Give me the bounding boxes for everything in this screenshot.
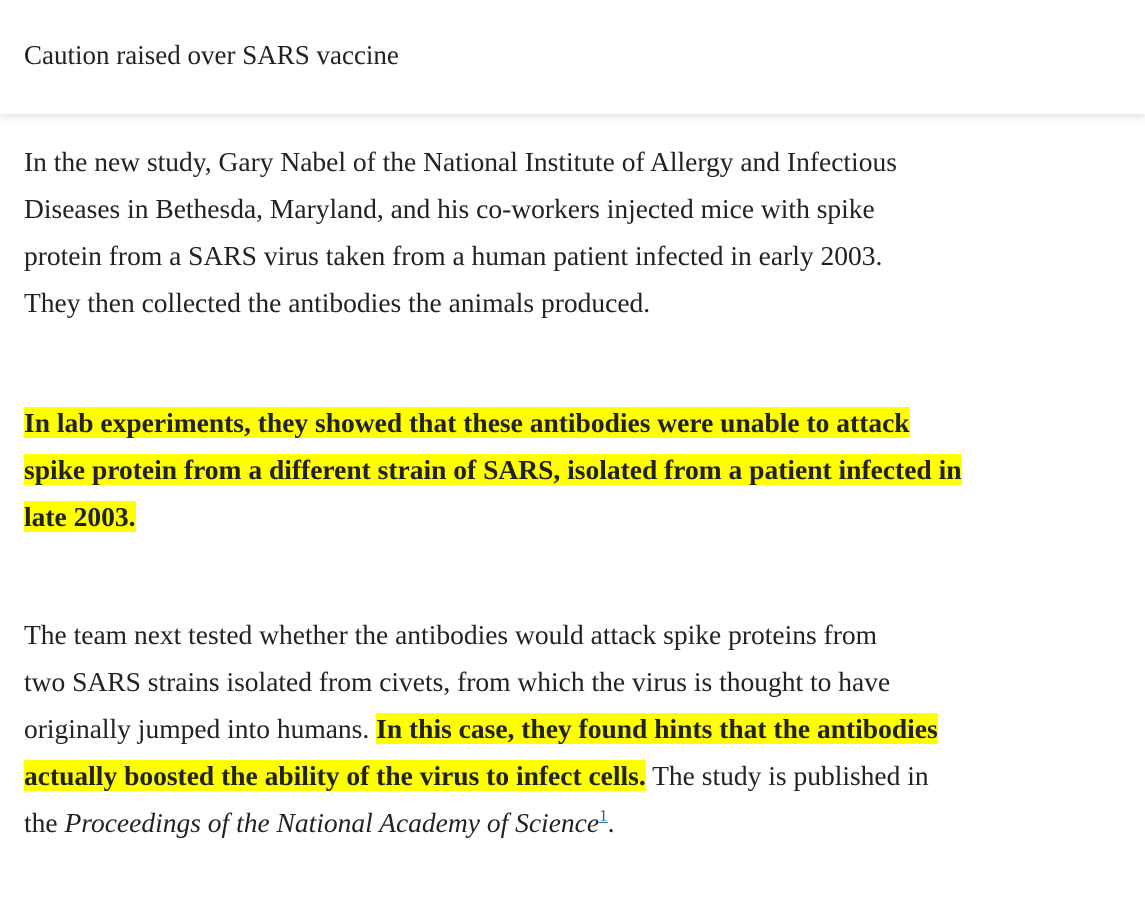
highlighted-text: In lab experiments, they showed that these antibodies were unable to attack: [24, 407, 910, 438]
paragraph-3-text: .: [607, 807, 615, 838]
highlighted-text: In this case, they found hints that the antibodies: [376, 713, 938, 744]
paragraph-1-line: protein from a SARS virus taken from a human patient infected in early 2003.: [24, 240, 883, 271]
paragraph-3-text: the: [24, 807, 65, 838]
header-title: Caution raised over SARS vaccine: [24, 40, 399, 70]
highlighted-text: spike protein from a different strain of SARS, isolated from a patient infected in: [24, 454, 962, 485]
paragraph-1-line: Diseases in Bethesda, Maryland, and his co-workers injected mice with spike: [24, 193, 875, 224]
footnote-ref: [599, 801, 608, 826]
paragraph-3-line: two SARS strains isolated from civets, from which the virus is thought to have: [24, 666, 891, 697]
article-header: [0, 0, 1145, 114]
paragraph-1-line: In the new study, Gary Nabel of the National Institute of Allergy and Infectious: [24, 146, 897, 177]
paragraph-3: [24, 611, 938, 846]
paragraph-3-line: The team next tested whether the antibodies would attack spike proteins from: [24, 619, 878, 650]
paragraph-1-line: They then collected the antibodies the animals produced.: [24, 287, 651, 318]
footnote-link[interactable]: 1: [599, 806, 608, 825]
paragraph-2-highlighted: [24, 399, 962, 540]
paragraph-3-text: originally jumped into humans.: [24, 713, 377, 744]
journal-name: Proceedings of the National Academy of Science: [64, 807, 600, 838]
highlighted-text: late 2003.: [24, 501, 136, 532]
paragraph-3-text: The study is published in: [645, 760, 929, 791]
highlighted-text: actually boosted the ability of the virus to infect cells.: [24, 760, 646, 791]
paragraph-1: [24, 138, 897, 326]
